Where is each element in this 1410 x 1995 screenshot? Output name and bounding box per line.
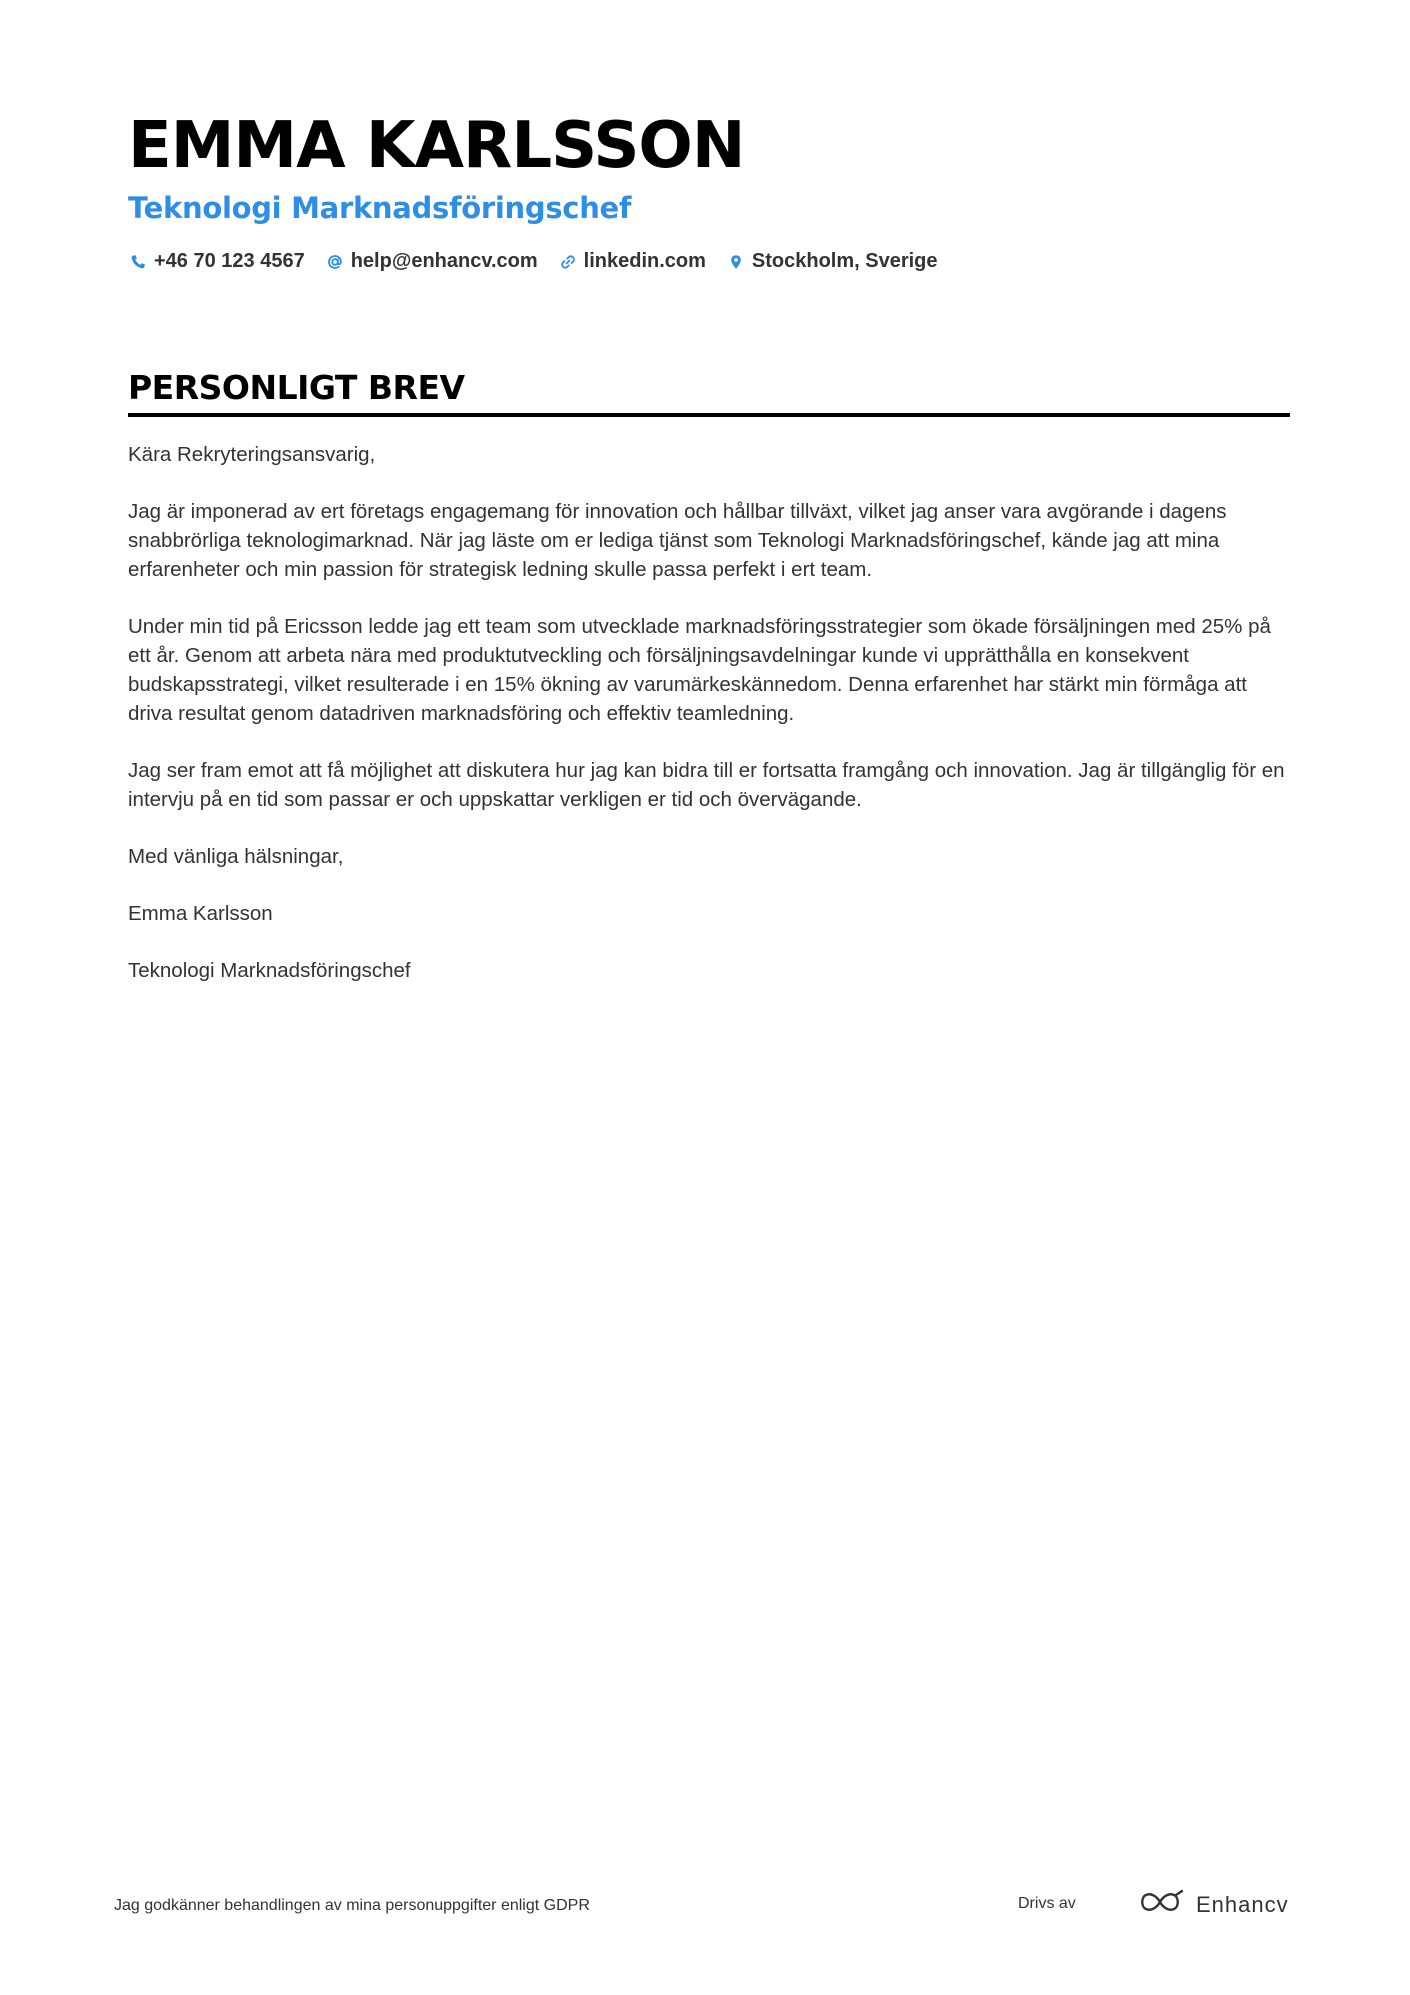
contact-email[interactable] [325, 250, 538, 273]
email-text: help@enhancv.com [350, 250, 538, 272]
letter-closing: Med vänliga hälsningar, [128, 845, 344, 868]
footer [114, 1893, 1292, 1933]
map-pin-icon [726, 252, 746, 272]
section-title: PERSONLIGT BREV [128, 367, 1290, 417]
letter-body [128, 440, 1293, 1013]
at-icon [325, 252, 345, 272]
letter-paragraph: Jag är imponerad av ert företags engagemang för innovation och hållbar tillväxt, vilket jag anser vara avgörande i dagens snabbrörliga teknologimarknad. När jag läste om er lediga tjänst som Teknologi Marknadsföringschef, kände jag att mina erfarenheter och min passion för strategisk ledning skulle passa perfekt i ert team. [128, 500, 1227, 581]
letter-paragraph: Under min tid på Ericsson ledde jag ett team som utvecklade marknadsföringsstrategier som ökade försäljningen med 25% på ett år. Genom att arbeta nära med produktutveckling och försäljningsavdelningar kunde vi upprätthålla en konsekvent budskapsstrategi, vilket resulterade i en 15% ökning av varumärkeskännedom. Denna erfarenhet har stärkt min förmåga att driva resultat genom datadriven marknadsföring och effektiv teamledning. [128, 615, 1271, 725]
candidate-name: EMMA KARLSSON [128, 109, 745, 183]
letter-paragraph: Jag ser fram emot att få möjlighet att diskutera hur jag kan bidra till er fortsatta framgång och innovation. Jag är tillgänglig för en intervju på en tid som passar er och uppskattar verkligen er tid och övervägande. [128, 759, 1285, 811]
contact-phone [128, 250, 305, 273]
brand-link[interactable] [1138, 1887, 1289, 1922]
phone-icon [128, 252, 148, 272]
contact-linkedin[interactable] [558, 250, 706, 273]
candidate-title: Teknologi Marknadsföringschef [128, 191, 632, 225]
header [128, 108, 1288, 273]
phone-text: +46 70 123 4567 [154, 250, 305, 272]
link-icon [558, 252, 578, 272]
linkedin-text: linkedin.com [583, 250, 706, 272]
letter-greeting: Kära Rekryteringsansvarig, [128, 443, 376, 466]
contact-location [726, 250, 938, 273]
contact-row [128, 250, 1288, 273]
brand-name: Enhancv [1196, 1891, 1289, 1917]
enhancv-logo-icon [1138, 1887, 1186, 1922]
powered-by-label: Drivs av [1018, 1895, 1076, 1912]
signature-name: Emma Karlsson [128, 902, 273, 925]
signature-title: Teknologi Marknadsföringschef [128, 959, 411, 982]
gdpr-consent-text: Jag godkänner behandlingen av mina personuppgifter enligt GDPR [114, 1897, 590, 1914]
location-text: Stockholm, Sverige [751, 250, 938, 272]
